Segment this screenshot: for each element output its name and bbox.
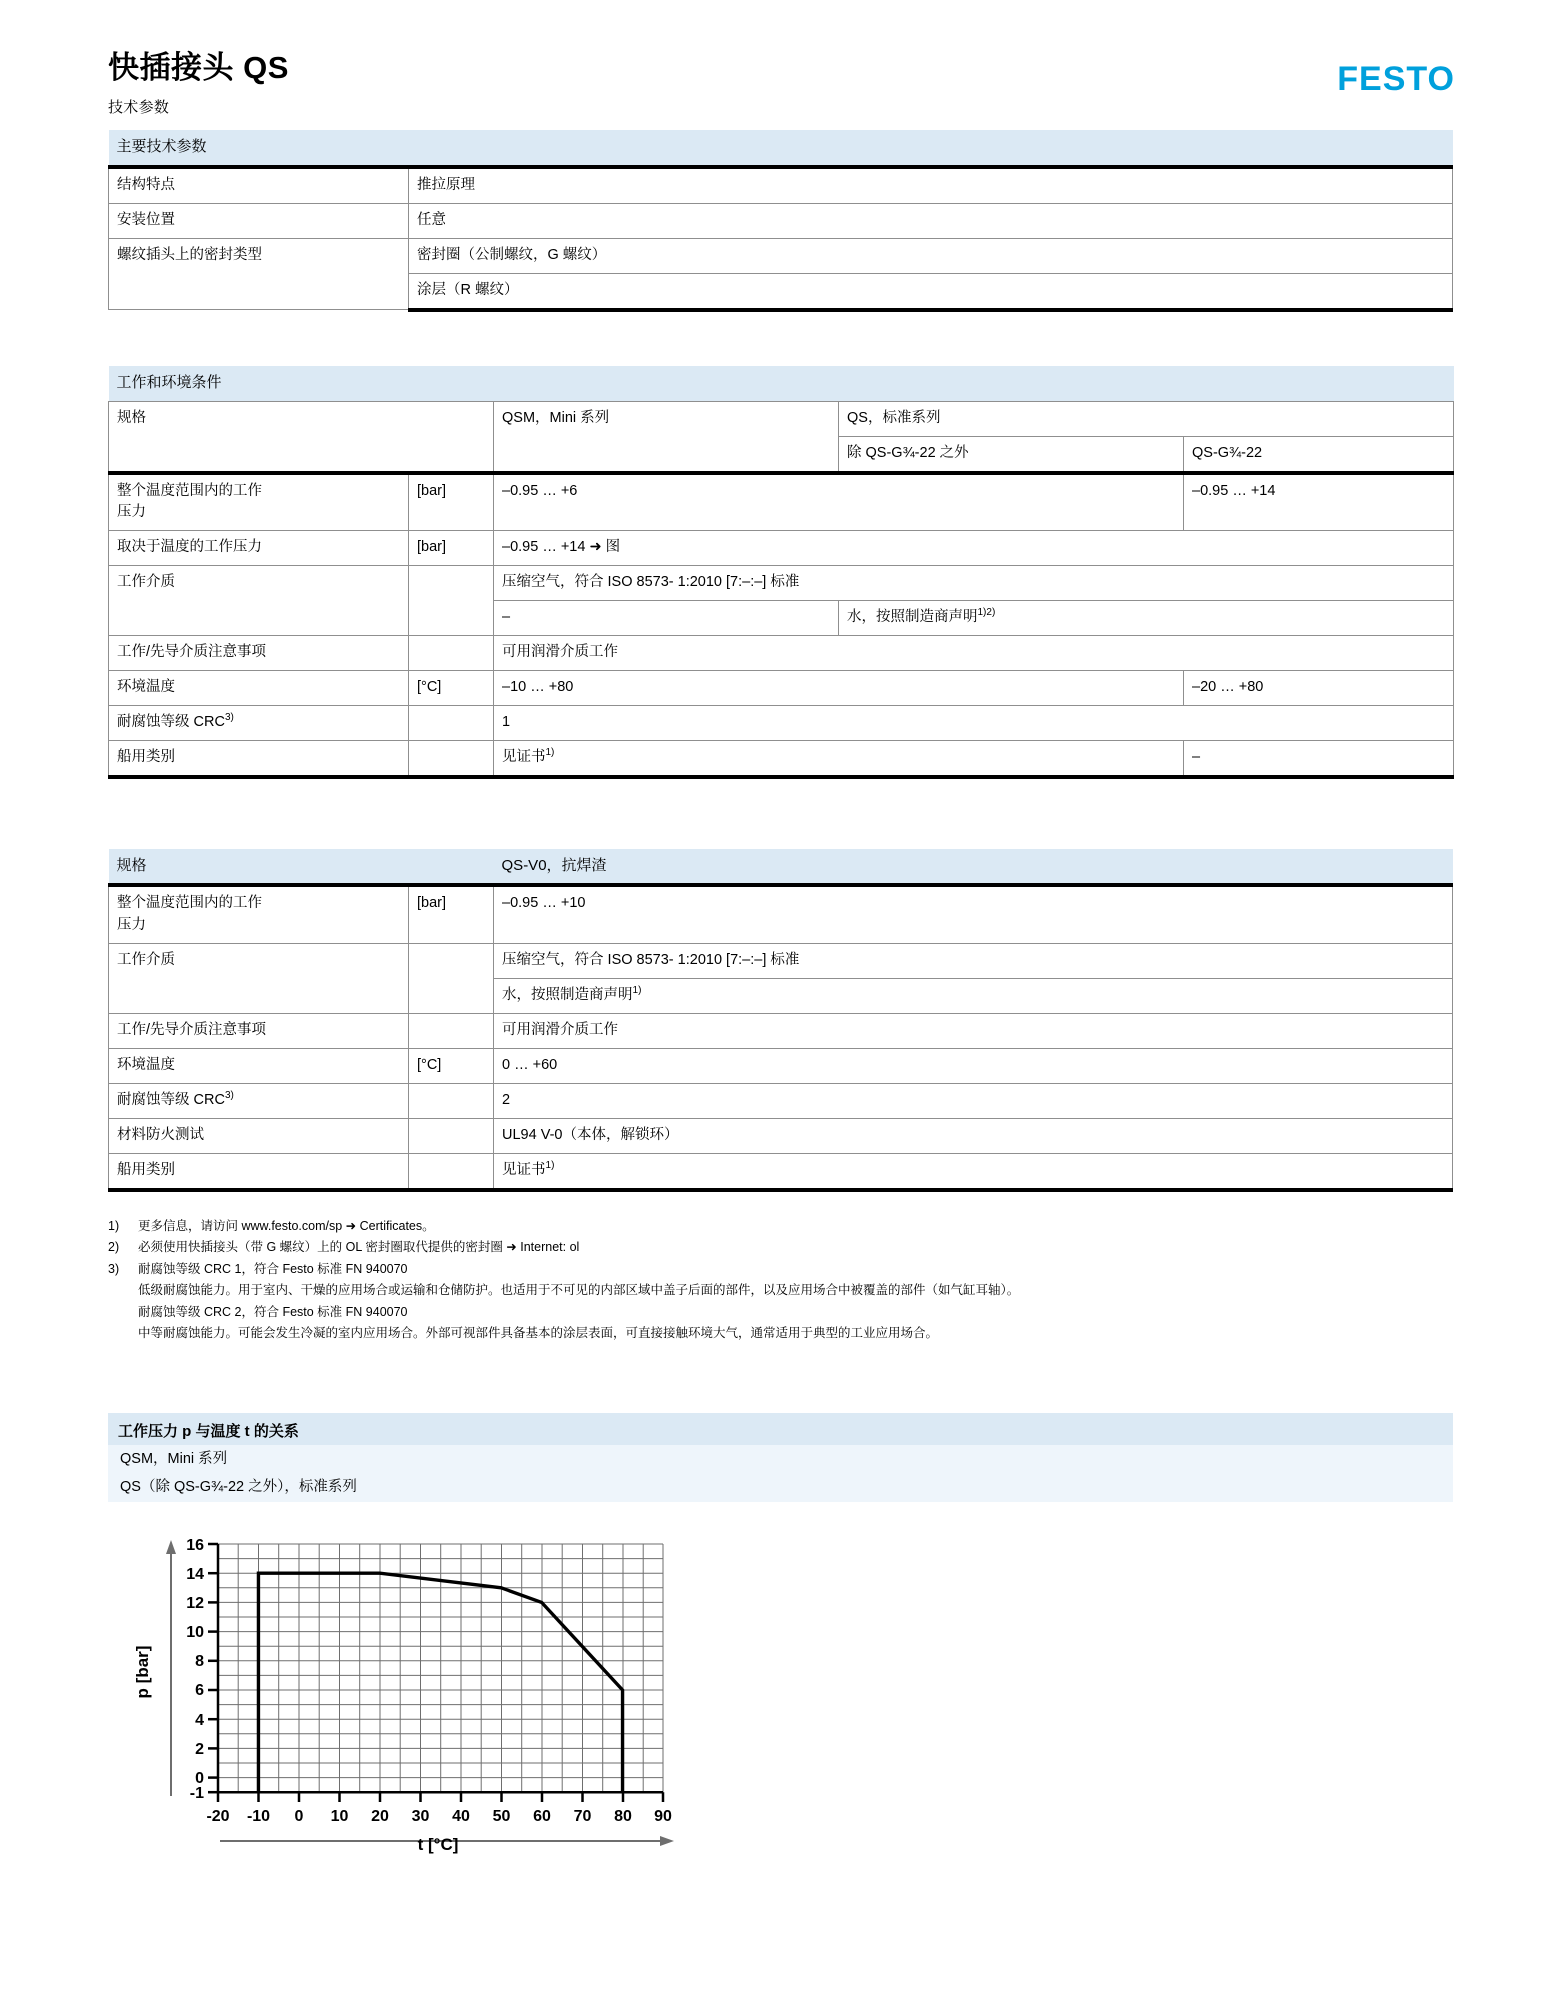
table-row [109,943,1453,978]
y-tick-label: 8 [195,1652,204,1670]
row-value: 0 … +60 [494,1048,1453,1083]
row-label-text: 整个温度范围内的工作 [117,482,262,499]
row-label: 工作/先导介质注意事项 [109,1013,409,1048]
row-unit [409,1118,494,1153]
x-tick-label: 90 [654,1807,672,1825]
chart-subtitle-1: QSM，Mini 系列 [108,1445,1453,1473]
table-row [109,1048,1453,1083]
table-row [109,473,1454,531]
footnotes-block [0,1192,1555,1345]
footnote-item [108,1259,1455,1281]
v0-section [0,849,1555,1192]
table-caption-row [109,130,1453,167]
footnote-number: 3) [108,1261,120,1276]
footnote-number: 1) [108,1218,120,1233]
row-label: 安装位置 [109,203,409,238]
row-label: 耐腐蚀等级 CRC$^{3)}$ [109,1083,409,1118]
footnote-detail: 中等耐腐蚀能力。可能会发生冷凝的室内应用场合。外部可视部件具备基本的涂层表面，可直接接触环境大气，通常适用于典型的工业应用场合。 [138,1326,939,1341]
row-label: 耐腐蚀等级 CRC$^{3)}$ [109,705,409,740]
main-specs-section [0,130,1555,312]
y-tick-label: 2 [195,1740,204,1758]
row-unit [409,705,494,740]
row-value: 1 [494,705,1454,740]
spec-value-header: QS-V0，抗焊渣 [494,849,1453,886]
footnote-text: 更多信息，请访问 www.festo.com/sp ➜ Certificates。 [138,1218,435,1233]
row-label: 环境温度 [109,1048,409,1083]
y-tick-label: 16 [186,1536,204,1554]
table-row [109,1153,1453,1190]
conditions-section [0,366,1555,779]
row-label-text-2: 压力 [117,503,146,520]
footnote-number: 2) [108,1240,120,1255]
x-tick-label: 70 [573,1807,592,1825]
table-row [109,885,1453,943]
row-label: 船用类别 [109,740,409,777]
footnote-detail: 低级耐腐蚀能力。用于室内、干燥的应用场合或运输和仓储防护。也适用于不可见的内部区域中盖子后面的部件，以及应用场合中被覆盖的部件（如气缸耳轴）。 [138,1283,1020,1298]
pressure-temperature-chart [108,1524,708,1854]
table-row [109,565,1454,600]
footnote-item [108,1216,1455,1238]
row-value-qsm: –0.95 … +6 [494,473,1184,531]
row-label: 工作介质 [109,943,409,1013]
x-tick-label: -10 [246,1807,271,1825]
table-row [109,705,1454,740]
x-tick-label: 30 [411,1807,430,1825]
row-value: 任意 [409,203,1453,238]
row-value: 可用润滑介质工作 [494,635,1454,670]
x-tick-label: 0 [294,1807,304,1825]
col-qs-except-header: 除 QS-G¾-22 之外 [839,436,1184,473]
row-unit [409,943,494,1013]
x-tick-label: 60 [533,1807,551,1825]
row-value: 可用润滑介质工作 [494,1013,1453,1048]
table-row [109,740,1454,777]
row-label: 结构特点 [109,167,409,204]
footnote-detail: 耐腐蚀等级 CRC 2，符合 Festo 标准 FN 940070 [138,1304,408,1319]
conditions-table [108,366,1454,779]
page-title: 快插接头 QS [108,50,289,85]
row-unit: [°C] [409,1048,494,1083]
row-value-qs-g34: –0.95 … +14 [1184,473,1454,531]
row-unit [409,1013,494,1048]
row-value: –0.95 … +14 ➜ 图 [494,530,1454,565]
table-row [109,670,1454,705]
row-unit [409,635,494,670]
spec-header: 规格 [109,849,494,886]
x-axis-title: t [°C] [417,1834,459,1854]
page-header [0,0,1555,130]
y-axis-title: p [bar] [133,1645,152,1699]
y-tick-label: 10 [186,1623,204,1641]
table-caption-row [109,366,1454,401]
row-value-qs: 水，按照制造商声明$^{1)2)}$ [839,600,1454,635]
x-tick-label: 10 [330,1807,349,1825]
row-value: 水，按照制造商声明$^{1)}$ [494,978,1453,1013]
table-row [109,530,1454,565]
footnote-text: 必须使用快插接头（带 G 螺纹）上的 OL 密封圈取代提供的密封圈 ➜ Internet: ol [138,1240,580,1255]
table-row [109,1013,1453,1048]
x-tick-label: 40 [452,1807,470,1825]
row-value: 涂层（R 螺纹） [409,273,1453,310]
y-tick-label: 14 [186,1565,204,1583]
row-value: 密封圈（公制螺纹，G 螺纹） [409,238,1453,273]
v0-table [108,849,1453,1192]
chart-y-axis [208,1544,218,1792]
row-label: 螺纹插头上的密封类型 [109,238,409,310]
table-row [109,635,1454,670]
row-label [109,473,409,531]
chart-caption: 工作压力 p 与温度 t 的关系 [108,1413,1453,1445]
row-unit [409,1153,494,1190]
main-specs-caption: 主要技术参数 [109,130,1453,167]
chart-subtitle-2: QS（除 QS-G¾-22 之外），标准系列 [108,1473,1453,1501]
row-label: 工作介质 [109,565,409,635]
row-label: 取决于温度的工作压力 [109,530,409,565]
row-value: 压缩空气，符合 ISO 8573- 1:2010 [7:–:–] 标准 [494,565,1454,600]
table-row [109,203,1453,238]
chart-svg [108,1524,708,1854]
row-value: 压缩空气，符合 ISO 8573- 1:2010 [7:–:–] 标准 [494,943,1453,978]
row-label-text: 整个温度范围内的工作 [117,895,262,912]
col-qsm-header: QSM，Mini 系列 [494,401,839,473]
p-axis-arrow-icon [166,1540,176,1796]
row-unit: [°C] [409,670,494,705]
row-value-qsm: 见证书$^{1)}$ [494,740,1184,777]
conditions-caption: 工作和环境条件 [109,366,1454,401]
footnote-item [108,1237,1455,1259]
table-header-row [109,849,1453,886]
row-value: UL94 V-0（本体，解锁环） [494,1118,1453,1153]
row-value-qsm: –10 … +80 [494,670,1184,705]
row-unit [409,740,494,777]
festo-logo: FESTO [1337,60,1455,98]
x-tick-label: 50 [492,1807,511,1825]
row-unit: [bar] [409,885,494,943]
footnote-text: 耐腐蚀等级 CRC 1，符合 Festo 标准 FN 940070 [138,1261,408,1276]
row-value-qs-g34: – [1184,740,1454,777]
row-unit: [bar] [409,473,494,531]
row-value: 2 [494,1083,1453,1118]
main-specs-table [108,130,1453,312]
row-value: 见证书$^{1)}$ [494,1153,1453,1190]
row-unit [409,565,494,635]
page-subtitle: 技术参数 [108,98,170,116]
row-label: 材料防火测试 [109,1118,409,1153]
y-tick-label: -1 [189,1784,204,1802]
table-row [109,1118,1453,1153]
row-label-text-2: 压力 [117,916,146,933]
row-value-qs-g34: –20 … +80 [1184,670,1454,705]
table-header-row [109,401,1454,436]
spec-header: 规格 [109,401,494,473]
row-label [109,885,409,943]
chart-x-axis [218,1792,663,1802]
x-tick-label: 20 [371,1807,389,1825]
row-unit [409,1083,494,1118]
col-qs-header: QS，标准系列 [839,401,1454,436]
y-tick-label: 6 [195,1681,204,1699]
table-row [109,1083,1453,1118]
col-qs-g34-header: QS-G¾-22 [1184,436,1454,473]
table-row [109,167,1453,204]
y-tick-label: 12 [186,1594,204,1612]
row-unit: [bar] [409,530,494,565]
y-tick-label: 0 [195,1769,204,1787]
row-value: –0.95 … +10 [494,885,1453,943]
row-value: 推拉原理 [409,167,1453,204]
row-label: 工作/先导介质注意事项 [109,635,409,670]
x-tick-label: 80 [614,1807,632,1825]
y-tick-label: 4 [195,1711,204,1729]
x-tick-label: -20 [206,1807,230,1825]
table-row [109,238,1453,273]
row-label: 船用类别 [109,1153,409,1190]
row-label: 环境温度 [109,670,409,705]
row-value-qsm: – [494,600,839,635]
